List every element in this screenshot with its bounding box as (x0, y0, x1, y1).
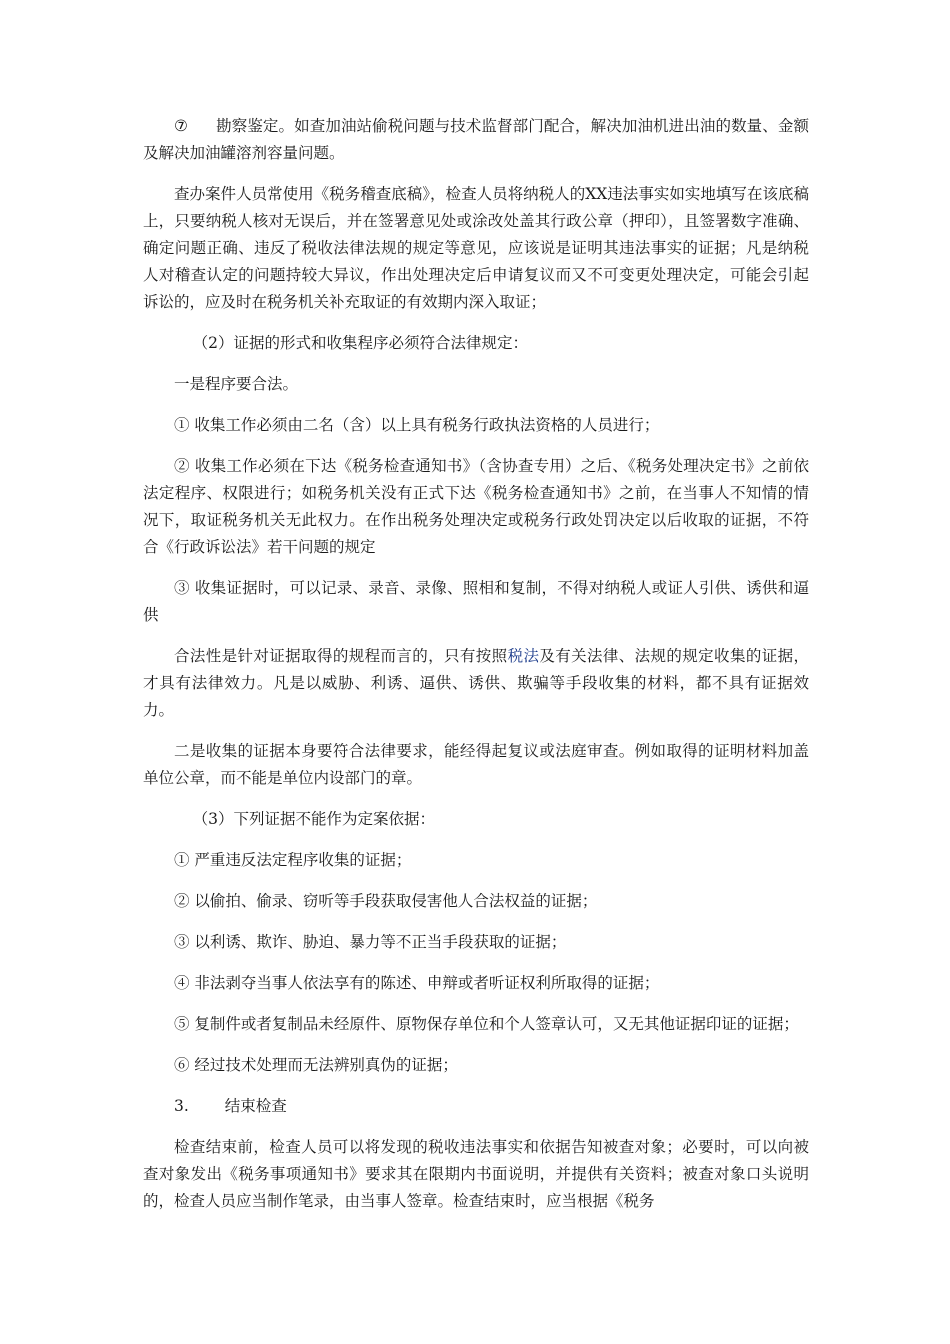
paragraph-item-7 (143, 113, 809, 167)
item-number: ⑦ (174, 117, 189, 135)
section-title: 结束检查 (224, 1097, 287, 1115)
paragraph-evidence-requirement: 二是收集的证据本身要符合法律要求，能经得起复议或法庭审查。例如取得的证明材料加盖单位公章，而不能是单位内设部门的章。 (143, 742, 809, 787)
list-item: ④ 非法剥夺当事人依法享有的陈述、申辩或者听证权利所取得的证据； (174, 974, 660, 992)
paragraph-procedure-legal: 一是程序要合法。 (174, 375, 299, 393)
list-item: ① 收集工作必须由二名（含）以上具有税务行政执法资格的人员进行； (174, 416, 660, 434)
document-body (143, 113, 809, 1229)
list-item: ① 严重违反法定程序收集的证据； (174, 851, 412, 869)
section-number: 3. (174, 1097, 189, 1115)
heading-inadmissible-evidence: （3）下列证据不能作为定案依据： (192, 810, 435, 828)
list-item: ② 收集工作必须在下达《税务检查通知书》（含协查专用）之后、《税务处理决定书》之前依法定程序、权限进行；如税务机关没有正式下达《税务检查通知书》之前，在当事人不知情的情况下，取证税务机关无此权力。在作出税务处理决定或税务行政处罚决定以后收取的证据，不符合《行政诉讼法》若干问题的规定 (143, 457, 809, 556)
text-span: 合法性是针对证据取得的规程而言的，只有按照 (174, 647, 508, 665)
text-span: 及有关法律、法规的规定收集的证据，才具有法律效力。凡是以威胁、利诱、逼供、诱供、欺骗等手段收集的材料，都不具有证据效力。 (143, 647, 809, 719)
list-item: ⑥ 经过技术处理而无法辨别真伪的证据； (174, 1056, 458, 1074)
list-item: ② 以偷拍、偷录、窃听等手段获取侵害他人合法权益的证据； (174, 892, 598, 910)
tax-law-link[interactable]: 税法 (507, 647, 540, 665)
list-item: ⑤ 复制件或者复制品未经原件、原物保存单位和个人签章认可，又无其他证据印证的证据； (174, 1015, 799, 1033)
list-item: ③ 以利诱、欺诈、胁迫、暴力等不正当手段获取的证据； (174, 933, 567, 951)
paragraph-end-inspection: 检查结束前，检查人员可以将发现的税收违法事实和依据告知被查对象；必要时，可以向被查对象发出《税务事项通知书》要求其在限期内书面说明，并提供有关资料；被查对象口头说明的，检查人员应当制作笔录，由当事人签章。检查结束时，应当根据《税务 (143, 1138, 809, 1210)
paragraph-audit-worksheet: 查办案件人员常使用《税务稽查底稿》，检查人员将纳税人的XX违法事实如实地填写在该底稿上，只要纳税人核对无误后，并在签署意见处或涂改处盖其行政公章（押印），且签署数字准确、确定问题正确、违反了税收法律法规的规定等意见，应该说是证明其违法事实的证据；凡是纳税人对稽查认定的问题持较大异议，作出处理决定后申请复议而又不可变更处理决定，可能会引起诉讼的，应及时在税务机关补充取证的有效期内深入取证； (143, 185, 809, 311)
item-text: 勘察鉴定。如查加油站偷税问题与技术监督部门配合，解决加油机进出油的数量、金额及解决加油罐溶剂容量问题。 (143, 117, 809, 162)
list-item: ③ 收集证据时，可以记录、录音、录像、照相和复制，不得对纳税人或证人引供、诱供和逼供 (143, 579, 809, 624)
heading-evidence-form: （2）证据的形式和收集程序必须符合法律规定： (192, 334, 528, 352)
paragraph-legality (143, 643, 809, 724)
section-heading-end-inspection (143, 1093, 809, 1120)
